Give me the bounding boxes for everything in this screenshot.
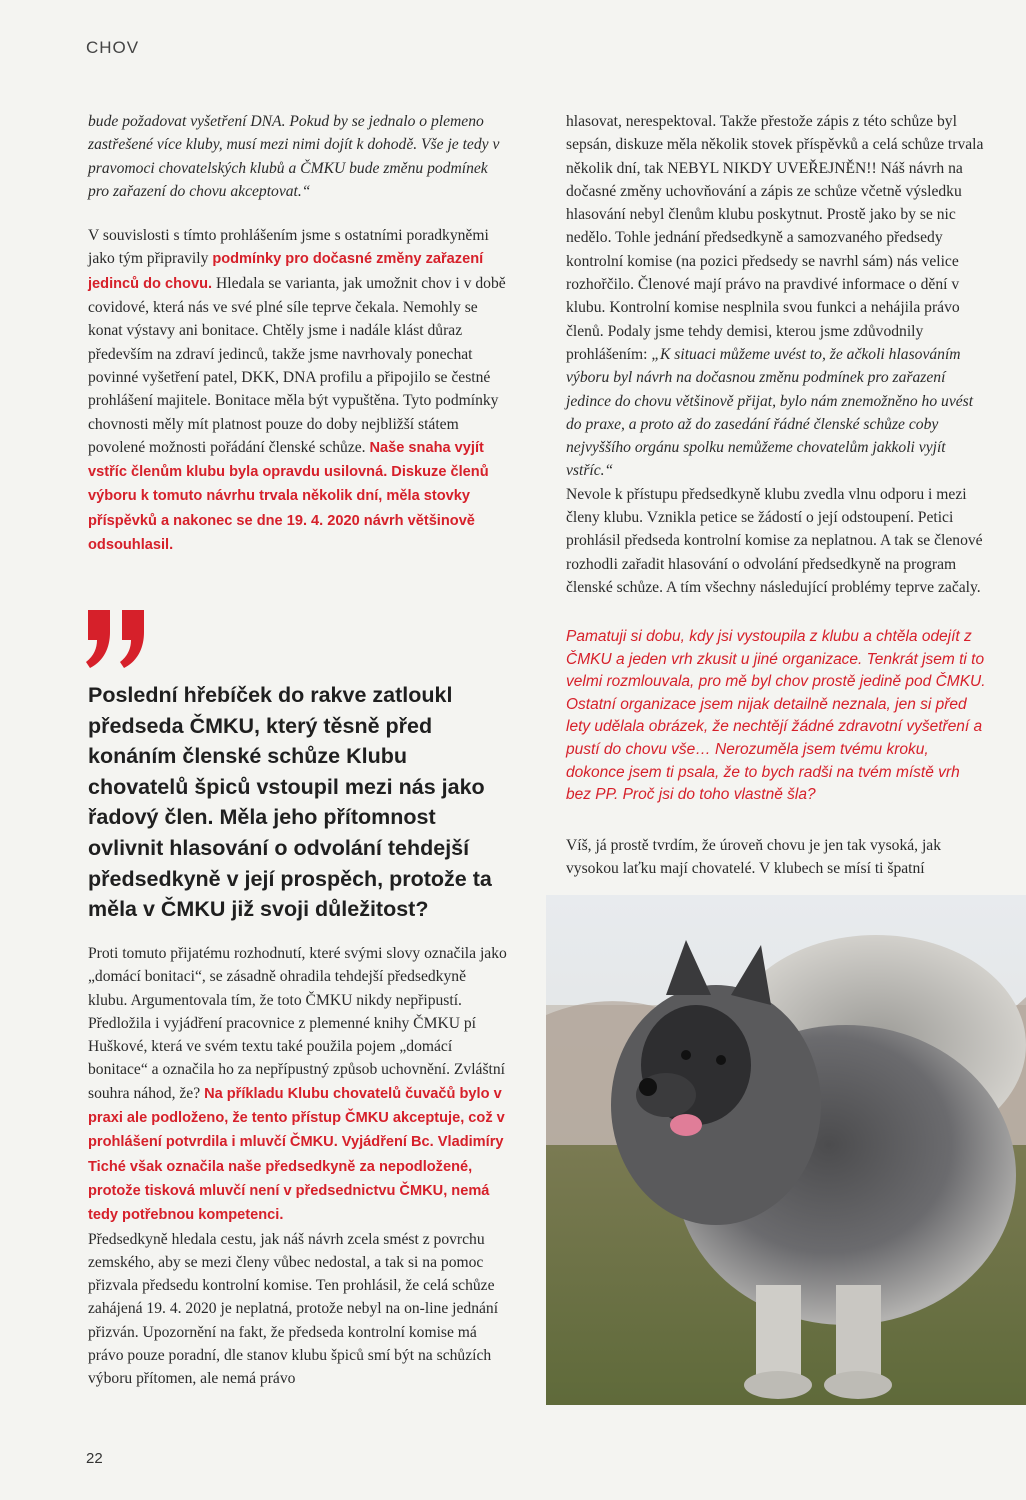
section-label: CHOV	[86, 38, 140, 57]
paragraph-home-bonitation	[88, 942, 508, 1228]
interview-answer: Víš, já prostě tvrdím, že úroveň chovu je jen tak vysoká, jak vysokou laťku mají chovatelé. V klubech se mísí ti špatní	[566, 837, 942, 878]
quote-mark-icon	[84, 610, 154, 670]
paragraph-minutes	[566, 110, 986, 483]
text-span: Proti tomuto přijatému rozhodnutí, které svými slovy označila jako „domácí bonitaci“, se zásadně ohradila tehdejší předsedkyně klubu. Argumentovala tím, že toto ČMKU nikdy nepřipustí. Předložila i vyjádření pracovnice z plemenné knihy ČMKU pí Huškové, která ve svém textu také použila pojem „domácí bonitace“ a označila ho za nepřípustný způsob uchovnění. Zvláštní souhra náhod, že?	[88, 945, 507, 1102]
text-span: hlasovat, nerespektoval. Takže přestože zápis z této schůze byl sepsán, diskuze měla několik stovek příspěvků a celá schůze trvala několik dní, tak NEBYL NIKDY UVEŘEJNĚN!! Náš návrh na dočasné změny uchovňování a zápis ze schůze včetně výsledku hlasování nebyl členům klubu poskytnut. Prostě jako by se nic nedělo. Tohle jednání předsedkyně a samozvaného předsedy kontrolní komise (na pozici předsedy se navrhl sám) nás velice rozhořčilo. Členové mají právo na pravdivé informace o dění v klubu. Kontrolní komise nesplnila svou funkci a nehájila právo členů. Podaly jsme tehdy demisi, kterou jsme zdůvodnily prohlášením:	[566, 113, 984, 363]
highlight-conditions: podmínky pro dočasné změny zařazení jedinců do chovu.	[88, 251, 484, 292]
text-span: V souvislosti s tímto prohlášením jsme s ostatními poradkyněmi jako tým připravily	[88, 227, 489, 268]
paragraph-control-commission: Předsedkyně hledala cestu, jak náš návrh zcela smést z povrchu zemského, aby se mezi členy vůbec nedostal, a tak si na pomoc přizvala předsedu kontrolní komise. Ten prohlásil, že celá schůze zahájená 19. 4. 2020 je neplatná, protože nebyl na on-line jednání přizván. Upozornění na fakt, že předseda kontrolní komise má právo pouze poradní, dle stanov klubu špiců smí být na schůzích výboru přítomen, ale nemá právo	[88, 1230, 499, 1388]
paragraph-petition: Nevole k přístupu předsedkyně klubu zvedla vlnu odporu i mezi členy klubu. Vznikla petice se žádostí o její odstoupení. Petici prohlásil předseda kontrolní komise za neplatnou. A tak se členové rozhodli zařadit hlasování o odvolání předsedkyně na program členské schůze. A tím všechny následující problémy teprve začaly.	[566, 485, 983, 596]
highlight-effort: Naše snaha vyjít vstříc členům klubu byla opravdu usilovná. Diskuze členů výboru k tomuto návrhu trvala několik dní, měla stovky příspěvků a nakonec se dne 19. 4. 2020 návrh většinově odsouhlasil.	[88, 439, 489, 554]
text-span: Hledala se varianta, jak umožnit chov i v době covidové, která nás ve své plné síle teprve čekala. Nemohly se konat výstavy ani bonitace. Chtěly jsme i nadále klást důraz především na zdraví jedinců, takže jsme navrhovaly ponechat povinné vyšetření patel, DKK, DNA profilu a připojilo se čestné prohlášení majitele. Bonitace měla být vypuštěna. Tyto podmínky chovnosti měly mít platnost pouze do doby nejbližší státem povolené možnosti pořádání členské schůze.	[88, 274, 506, 456]
paragraph-conditions	[88, 224, 508, 557]
left-column-bottom	[88, 942, 508, 1391]
interview-question: Pamatuji si dobu, kdy jsi vystoupila z klubu a chtěla odejít z ČMKU a jeden vrh zkusit u jiné organizace. Tenkrát jsem ti to velmi rozmlouvala, pro mě byl chov prostě jedině pod ČMKU. Ostatní organizace jsem nijak detailně neznala, jen si před lety udělala obrázek, že nechtějí žádné zdravotní vyšetření a pustí do chovu vše… Nerozuměla jsem tvému kroku, dokonce jsem ti psala, že to bych radši na tvém místě vrh bez PP. Proč jsi do toho vlastně šla?	[566, 628, 986, 804]
quote-continuation: bude požadovat vyšetření DNA. Pokud by se jednalo o plemeno zastřešené více kluby, musí mezi nimi dojít k dohodě. Vše je tedy v pravomoci chovatelských klubů a ČMKU bude změnu podmínek pro zařazení do chovu akceptovat.“	[88, 113, 500, 200]
pull-quote: Poslední hřebíček do rakve zatloukl předseda ČMKU, který těsně před konáním členské schůze Klubu chovatelů špiců vstoupil mezi nás jako řadový člen. Měla jeho přítomnost ovlivnit hlasování o odvolání tehdejší předsedkyně v její prospěch, protože ta měla v ČMKU již svoji důležitost?	[88, 683, 492, 922]
left-column-top	[88, 110, 508, 557]
keeshond-dog-photo	[546, 895, 1026, 1405]
resignation-statement: „K situaci můžeme uvést to, že ačkoli hlasováním výboru byl návrh na dočasnou změnu podmínek pro zařazení jedince do chovu většinově přijat, bylo nám znemožněno ho uvést do praxe, a proto až do zasedání řádné členské schůze coby nejvyššího orgánu spolku nemůžeme chovatelům jakkoli vyjít vstříc.“	[566, 345, 974, 480]
highlight-cuvac-example: Na příkladu Klubu chovatelů čuvačů bylo v praxi ale podloženo, že tento přístup ČMKU akceptuje, což v prohlášení potvrdila i mluvčí ČMKU. Vyjádření Bc. Vladimíry Tiché však označila naše předsedkyně za nepodložené, protože tisková mluvčí není v předsednictvu ČMKU, nemá tedy potřebnou kompetenci.	[88, 1085, 505, 1224]
right-column-mid	[566, 834, 986, 881]
right-column-top	[566, 110, 986, 599]
page-number: 22	[86, 1450, 103, 1467]
